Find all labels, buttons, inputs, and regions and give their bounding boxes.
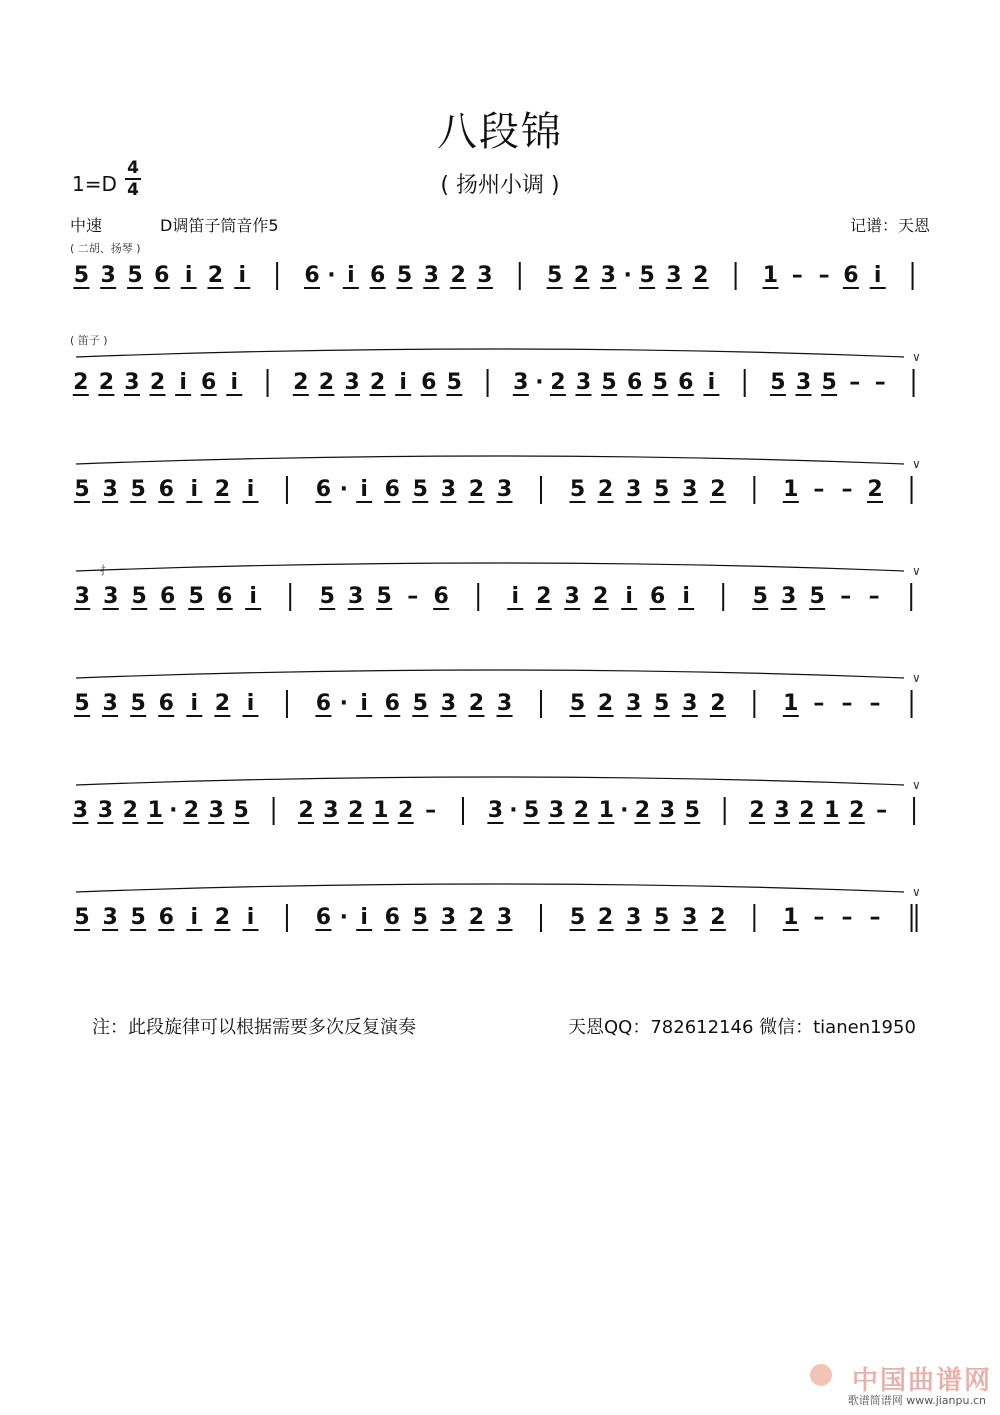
dash-mark: – xyxy=(868,584,880,609)
note: 5 xyxy=(639,263,655,288)
dash-mark: – xyxy=(813,477,825,502)
note: i xyxy=(184,263,193,288)
note: 3 xyxy=(625,477,642,502)
line-5-svg xyxy=(0,671,1000,736)
note: 3 xyxy=(103,584,119,609)
dot-mark: · xyxy=(535,370,544,395)
dash-mark: – xyxy=(874,370,886,395)
note: 6 xyxy=(843,263,859,288)
dash-mark: – xyxy=(840,584,852,609)
staff-line-6 xyxy=(0,778,1000,843)
note: 3 xyxy=(564,584,580,609)
note: 2 xyxy=(468,905,485,930)
note: i xyxy=(190,691,199,716)
dot-mark: · xyxy=(339,477,348,502)
note: 5 xyxy=(127,263,143,288)
dash-mark: – xyxy=(407,584,419,609)
note: 6 xyxy=(315,477,332,502)
page-subtitle: ( 扬州小调 ) xyxy=(440,173,560,198)
instrument-note: D调笛子筒音作5 xyxy=(160,216,279,235)
slur xyxy=(76,563,904,571)
note: 2 xyxy=(98,370,115,395)
note: i xyxy=(246,905,255,930)
note: 5 xyxy=(412,905,428,930)
note: 5 xyxy=(319,584,335,609)
breath-mark: ∨ xyxy=(912,671,921,685)
note: 2 xyxy=(122,798,138,823)
note: 3 xyxy=(102,905,118,930)
note: 5 xyxy=(684,798,700,823)
note: 6 xyxy=(421,370,437,395)
note: 1 xyxy=(373,798,389,823)
note: 5 xyxy=(446,370,462,395)
breath-mark: ∨ xyxy=(912,778,921,792)
note: 5 xyxy=(74,691,90,716)
page-title: 八段锦 xyxy=(437,109,563,155)
watermark: 中国曲谱网 xyxy=(851,1366,992,1396)
note: 5 xyxy=(654,691,670,716)
note: 5 xyxy=(652,370,668,395)
note: 5 xyxy=(569,477,586,502)
dot-mark: · xyxy=(327,263,336,288)
note: 5 xyxy=(74,477,90,502)
note: 2 xyxy=(298,798,314,823)
note: 5 xyxy=(130,691,146,716)
note: 3 xyxy=(666,263,682,288)
note: 1 xyxy=(783,691,799,716)
contact-info: 天恩QQ：782612146 微信：tianen1950 xyxy=(568,1017,916,1038)
note: 6 xyxy=(370,263,386,288)
note: i xyxy=(249,584,257,609)
note: 3 xyxy=(513,370,529,395)
note: 2 xyxy=(214,905,231,930)
note: 5 xyxy=(130,477,146,502)
note: 6 xyxy=(201,370,217,395)
note: 3 xyxy=(795,370,812,395)
note: 3 xyxy=(682,477,698,502)
line-3-svg xyxy=(0,457,1000,522)
note: 3 xyxy=(440,477,457,502)
note: 6 xyxy=(304,263,320,288)
note: 2 xyxy=(214,691,231,716)
note: 2 xyxy=(348,798,364,823)
note: 6 xyxy=(158,477,174,502)
note: 2 xyxy=(849,798,865,823)
note: 5 xyxy=(809,584,825,609)
note: 2 xyxy=(593,584,609,609)
line-4-svg xyxy=(0,564,1000,629)
note: 3 xyxy=(74,584,90,609)
tempo-marking: 中速 xyxy=(70,216,103,235)
note: 5 xyxy=(73,263,90,288)
dash-mark: – xyxy=(869,905,881,930)
staff-line-1 xyxy=(0,248,1000,308)
note: i xyxy=(360,691,368,716)
note: 3 xyxy=(440,905,457,930)
note: 6 xyxy=(384,477,400,502)
note: 5 xyxy=(569,905,586,930)
note: i xyxy=(873,263,882,288)
note: 3 xyxy=(781,584,797,609)
note: 2 xyxy=(573,798,590,823)
note: 5 xyxy=(233,798,249,823)
dash-mark: – xyxy=(425,798,437,823)
note: 1 xyxy=(598,798,614,823)
note: 3 xyxy=(344,370,360,395)
breath-mark: ∨ xyxy=(912,457,921,471)
note: 3 xyxy=(496,905,513,930)
note: 6 xyxy=(315,905,332,930)
note: 6 xyxy=(384,691,400,716)
note: 3 xyxy=(575,370,592,395)
note: i xyxy=(246,691,255,716)
note: 6 xyxy=(678,370,694,395)
line-6-svg xyxy=(0,778,1000,843)
note: 3 xyxy=(323,798,339,823)
note: 3 xyxy=(440,691,457,716)
note: 6 xyxy=(160,584,176,609)
note: 2 xyxy=(597,905,614,930)
note: i xyxy=(360,477,368,502)
note: 2 xyxy=(867,477,883,502)
note: i xyxy=(246,477,255,502)
note: 2 xyxy=(710,905,726,930)
note: 5 xyxy=(396,263,413,288)
note: 2 xyxy=(710,477,726,502)
time-signature-bottom: 4 xyxy=(127,180,139,200)
dash-mark: – xyxy=(813,905,825,930)
note: i xyxy=(511,584,520,609)
note: 3 xyxy=(348,584,364,609)
note: 5 xyxy=(412,477,428,502)
note: 3 xyxy=(477,263,493,288)
dash-mark: – xyxy=(841,477,853,502)
note: 2 xyxy=(450,263,466,288)
footnote: 注：此段旋律可以根据需要多次反复演奏 xyxy=(92,1017,416,1038)
note: 2 xyxy=(573,263,590,288)
section-label-dizi: ( 笛子 ) xyxy=(70,334,108,347)
note: i xyxy=(360,905,368,930)
note: 2 xyxy=(468,477,485,502)
note: 5 xyxy=(770,370,786,395)
note: 5 xyxy=(654,477,670,502)
note: 2 xyxy=(398,798,414,823)
breath-mark: ∨ xyxy=(912,564,921,578)
slur xyxy=(76,884,904,892)
note: 3 xyxy=(72,798,89,823)
note: i xyxy=(190,477,199,502)
time-signature-top: 4 xyxy=(127,158,139,178)
note: 6 xyxy=(154,263,170,288)
note: 1 xyxy=(147,798,163,823)
dash-mark: – xyxy=(841,691,853,716)
dash-mark: – xyxy=(869,691,881,716)
dot-mark: · xyxy=(339,905,348,930)
note: 2 xyxy=(183,798,200,823)
watermark-logo-icon xyxy=(810,1364,832,1386)
note: 6 xyxy=(158,905,174,930)
transcriber-credit: 记谱：天恩 xyxy=(850,216,931,235)
note: 3 xyxy=(496,477,513,502)
note: i xyxy=(347,263,355,288)
line-2-svg xyxy=(0,350,1000,415)
dot-mark: · xyxy=(620,798,629,823)
dot-mark: · xyxy=(339,691,348,716)
staff-line-3 xyxy=(0,457,1000,522)
note: 5 xyxy=(752,584,768,609)
note: 3 xyxy=(97,798,114,823)
note: 3 xyxy=(682,691,698,716)
line-7-svg xyxy=(0,885,1000,950)
note: 3 xyxy=(100,263,116,288)
note: 5 xyxy=(131,584,147,609)
dash-mark: – xyxy=(813,691,825,716)
note: 5 xyxy=(601,370,617,395)
note: 3 xyxy=(423,263,439,288)
note: 3 xyxy=(548,798,565,823)
note: 2 xyxy=(634,798,651,823)
note: 2 xyxy=(550,370,566,395)
note: 6 xyxy=(627,370,643,395)
note: 6 xyxy=(158,691,174,716)
note: 5 xyxy=(412,691,428,716)
note: i xyxy=(399,370,407,395)
note: i xyxy=(682,584,690,609)
note: 2 xyxy=(536,584,552,609)
breath-mark: ∨ xyxy=(912,350,921,364)
note: 3 xyxy=(625,905,642,930)
note: 2 xyxy=(214,477,231,502)
note: 3 xyxy=(682,905,698,930)
line-1-svg xyxy=(0,248,1000,308)
note: i xyxy=(625,584,633,609)
dot-mark: · xyxy=(509,798,518,823)
note: 2 xyxy=(293,370,309,395)
note: 6 xyxy=(315,691,332,716)
note: 2 xyxy=(693,263,709,288)
note: 3 xyxy=(625,691,642,716)
note: 3 xyxy=(659,798,676,823)
note: 3 xyxy=(102,477,118,502)
note: 2 xyxy=(73,370,89,395)
note: 3 xyxy=(600,263,616,288)
time-signature xyxy=(124,158,142,200)
note: 6 xyxy=(217,584,233,609)
note: 3 xyxy=(487,798,504,823)
note: 1 xyxy=(824,798,840,823)
dash-mark: – xyxy=(841,905,853,930)
note: i xyxy=(238,263,247,288)
note: 1 xyxy=(762,263,779,288)
note: 3 xyxy=(102,691,118,716)
dash-mark: – xyxy=(849,370,861,395)
watermark-url: 歌谱简谱网 www.jianpu.cn xyxy=(847,1394,986,1407)
note: i xyxy=(707,370,716,395)
dash-mark: – xyxy=(876,798,888,823)
note: 2 xyxy=(369,370,386,395)
staff-line-4 xyxy=(0,564,1000,629)
note: 1 xyxy=(783,477,799,502)
note: 5 xyxy=(821,370,837,395)
note: 5 xyxy=(523,798,540,823)
note: 5 xyxy=(569,691,586,716)
note: 2 xyxy=(597,477,614,502)
note: 2 xyxy=(149,370,166,395)
note: 2 xyxy=(468,691,485,716)
note: i xyxy=(190,905,199,930)
staff-line-2 xyxy=(0,350,1000,415)
note: 6 xyxy=(433,584,449,609)
note: 2 xyxy=(799,798,815,823)
breath-mark: ∨ xyxy=(912,885,921,899)
dot-mark: · xyxy=(169,798,178,823)
note: 3 xyxy=(774,798,790,823)
note: 2 xyxy=(749,798,765,823)
note: 2 xyxy=(207,263,224,288)
note: 2 xyxy=(597,691,614,716)
note: 5 xyxy=(130,905,146,930)
dot-mark: · xyxy=(623,263,632,288)
dash-mark: – xyxy=(818,263,830,288)
note: 5 xyxy=(188,584,204,609)
slur xyxy=(76,456,904,464)
note: i xyxy=(230,370,239,395)
slur xyxy=(76,777,904,785)
note: 6 xyxy=(384,905,400,930)
note: i xyxy=(179,370,187,395)
staff-line-5 xyxy=(0,671,1000,736)
note: 5 xyxy=(654,905,670,930)
note: 1 xyxy=(783,905,799,930)
note: 3 xyxy=(496,691,513,716)
staff-line-7 xyxy=(0,885,1000,950)
note: 5 xyxy=(74,905,90,930)
note: 5 xyxy=(546,263,563,288)
dash-mark: – xyxy=(791,263,803,288)
key-signature: 1=D xyxy=(72,172,117,196)
note: 5 xyxy=(376,584,392,609)
section-label-erhu: ( 二胡、扬琴 ) xyxy=(70,242,141,255)
note: 3 xyxy=(208,798,224,823)
ornament-mark: 扌 xyxy=(100,564,111,577)
note: 3 xyxy=(124,370,140,395)
slur xyxy=(76,670,904,678)
note: 6 xyxy=(650,584,666,609)
note: 2 xyxy=(318,370,335,395)
slur xyxy=(76,349,904,357)
note: 2 xyxy=(710,691,726,716)
